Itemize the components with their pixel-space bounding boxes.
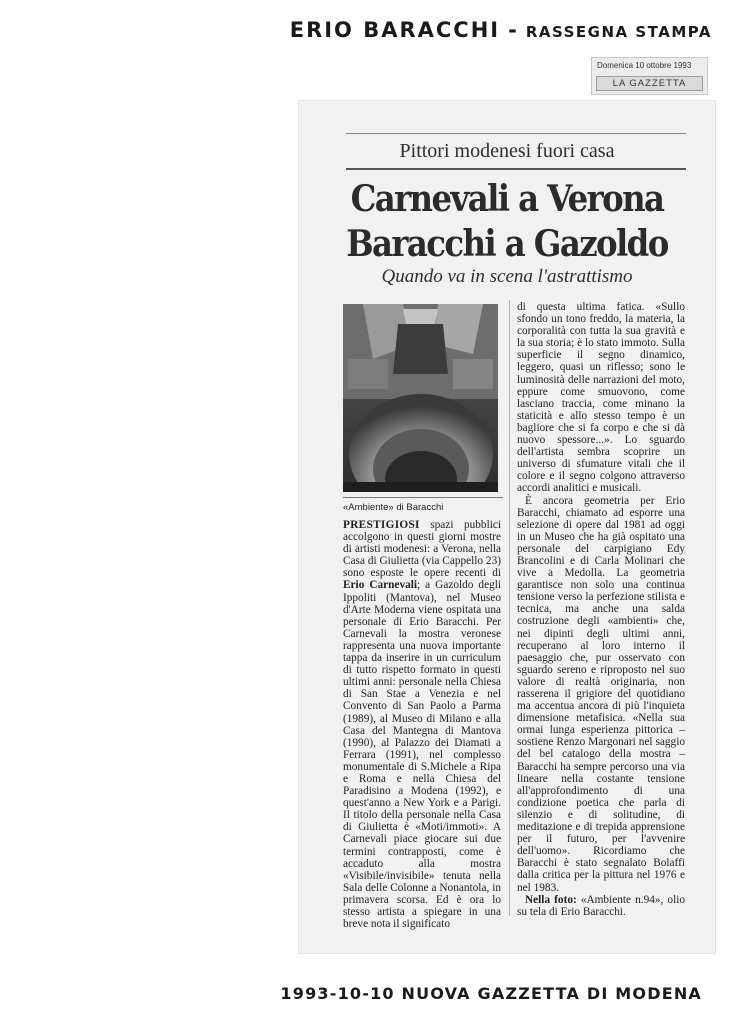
photo-note-text: «Ambiente n.94», olio su tela di Erio Baracchi.: [517, 893, 685, 918]
subheadline: Quando va in scena l'astrattismo: [381, 266, 633, 287]
paragraph: [343, 519, 501, 930]
newspaper-clipping: [298, 100, 716, 954]
article-column-right: [517, 301, 685, 918]
stamp-date: Domenica 10 ottobre 1993: [597, 61, 692, 70]
artwork-photo: [343, 304, 498, 492]
stamp-newspaper: LA GAZZETTA: [596, 76, 703, 91]
article-column-left: [343, 519, 501, 930]
header-separator: -: [508, 18, 518, 42]
headline-line-1: Carnevali a Verona: [350, 178, 664, 220]
artwork-illustration: [343, 304, 498, 492]
highlighted-name: Erio Carnevali: [343, 579, 418, 592]
page-header: [290, 18, 712, 48]
paragraph-text: spazi pubblici accolgono in questi giorni mostre di artisti modenesi: a Verona, nella Casa di Giulietta (via Cappello 23) sono esposte le opere recenti di: [343, 519, 501, 580]
page-footer: 1993-10-10 NUOVA GAZZETTA DI MODENA: [280, 984, 702, 1003]
divider: [343, 497, 503, 498]
divider: [346, 133, 686, 134]
artist-name: ERIO BARACCHI: [289, 18, 501, 42]
paragraph: È ancora geometria per Erio Baracchi, chiamato ad esporre una selezione di opere dal 1981 ad oggi in un Museo che ha già ospitato una personale del carpigiano Edy Brancolini e di Carla Molinari che vive a Medolla. La geometria garantisce non solo una continua tensione verso la perfezione stilista e tecnica, ma anche una salda costruzione degli «ambienti» che, nei dipinti degli ultimi anni, recuperano al loro interno il paesaggio che, pur osservato con sguardo sereno e riproposto nel suo valore di realtà originaria, non rasserena il grigiore del quotidiano ma accentua ancora di più l'inquieta dimensione metafisica. «Nella sua ormai lunga esperienza pittorica – sostiene Renzo Margonari nel saggio del bel catalogo della mostra – Baracchi ha sempre percorso una via lineare nella costante tensione all'approfondimento di una condizione poetica che parla di silenzio e di solitudine, di meditazione e di trepida apprensione per il futuro, per l'avvenire dell'uomo». Ricordiamo che Baracchi è stato segnalato Bolaffi dalla critica per la pittura nel 1976 e nel 1983.: [517, 494, 685, 894]
column-divider: [509, 300, 510, 916]
newspaper-stamp: [591, 57, 708, 95]
headline-line-2: Baracchi a Gazoldo: [346, 223, 668, 265]
photo-note: [517, 894, 685, 918]
paragraph-text: ; a Gazoldo degli Ippoliti (Mantova), nel Museo d'Arte Moderna viene ospitata una personale di Erio Baracchi. Per Carnevali la mostra veronese rappresenta una nuova importante tappa da inserire in un curriculum di tutto rispetto formato in questi ultimi anni: personale nella Chiesa di San Stae a Venezia e nel Convento di San Paolo a Parma (1989), al Museo di Milano e alla Casa del Mantegna di Mantova (1990), al Palazzo dei Diamati a Ferrara (1991), nel complesso monumentale di S.Michele a Ripa e Roma e nella Chiesa del Paradisino a Modena (1992), e quest'anno a New York e a Parigi. Il titolo della personale nella Casa di Giulietta è «Moti/immoti». A Carnevali piace giocare sui due termini contrapposti, come è accaduto alla mostra «Visibile/invisibile» tenuta nella Sala delle Colonne a Nonantola, in primavera scorsa. Ed è ora lo stesso artista a spiegare in una breve nota il significato: [343, 579, 502, 931]
paragraph: di questa ultima fatica. «Sullo sfondo un tono freddo, la materia, la corporalità con tutta la sua gravità e la sua storia; è lo stato immoto. Sulla superficie il segno dinamico, leggero, quasi un riflesso; sono le luminosità delle narrazioni del moto, eppure come smuovono, come lasciano traccia, come minano la staticità e allo stesso tempo è un bagliore che si fa corpo e che si dà nuovo spessore...». Lo sguardo dell'artista sembra scoprire un universo di sfumature vitali che il colore e il segno colgono attraverso accordi analitici e musicali.: [517, 301, 685, 495]
lead-word: PRESTIGIOSI: [343, 519, 420, 531]
photo-caption: «Ambiente» di Baracchi: [343, 502, 444, 513]
divider: [346, 168, 686, 170]
article-kicker: Pittori modenesi fuori casa: [399, 140, 615, 162]
photo-note-label: Nella foto:: [525, 893, 577, 906]
header-subtitle: RASSEGNA STAMPA: [525, 23, 712, 41]
